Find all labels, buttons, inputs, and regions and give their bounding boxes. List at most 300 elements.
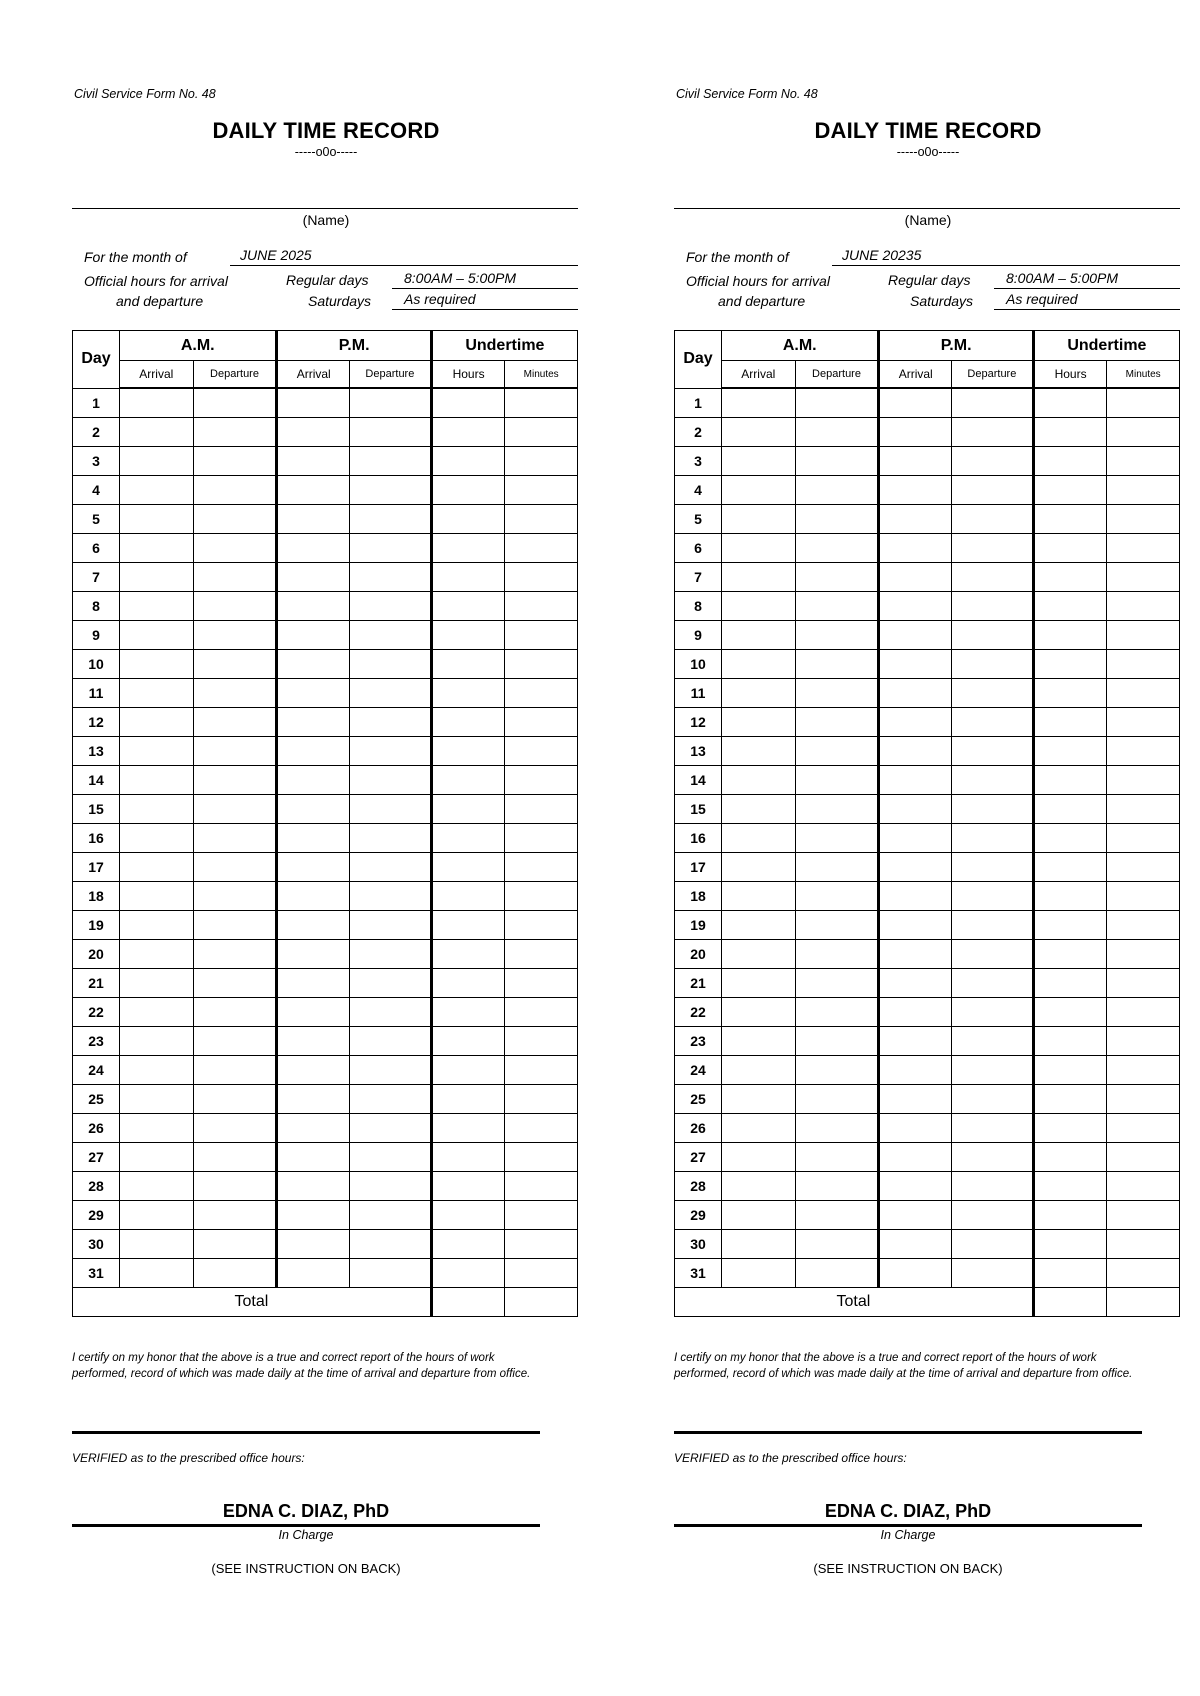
undertime-hours-cell[interactable]	[1033, 795, 1107, 824]
undertime-minutes-cell[interactable]	[1107, 882, 1180, 911]
am-departure-cell[interactable]	[795, 795, 879, 824]
undertime-hours-cell[interactable]	[431, 708, 505, 737]
undertime-hours-cell[interactable]	[431, 447, 505, 476]
am-departure-cell[interactable]	[795, 998, 879, 1027]
pm-departure-cell[interactable]	[350, 1201, 432, 1230]
am-departure-cell[interactable]	[193, 1085, 277, 1114]
undertime-minutes-cell[interactable]	[505, 650, 578, 679]
am-departure-cell[interactable]	[795, 882, 879, 911]
undertime-hours-cell[interactable]	[1033, 766, 1107, 795]
pm-departure-cell[interactable]	[952, 592, 1034, 621]
pm-arrival-cell[interactable]	[879, 650, 952, 679]
pm-departure-cell[interactable]	[350, 940, 432, 969]
undertime-minutes-cell[interactable]	[505, 1230, 578, 1259]
undertime-hours-cell[interactable]	[431, 1172, 505, 1201]
pm-arrival-cell[interactable]	[277, 1259, 350, 1288]
undertime-minutes-cell[interactable]	[505, 418, 578, 447]
pm-arrival-cell[interactable]	[277, 969, 350, 998]
am-departure-cell[interactable]	[193, 563, 277, 592]
undertime-minutes-cell[interactable]	[505, 505, 578, 534]
am-departure-cell[interactable]	[795, 1259, 879, 1288]
undertime-minutes-cell[interactable]	[1107, 969, 1180, 998]
employee-signature-line[interactable]	[72, 1431, 540, 1434]
am-arrival-cell[interactable]	[722, 621, 796, 650]
undertime-hours-cell[interactable]	[1033, 447, 1107, 476]
pm-arrival-cell[interactable]	[277, 824, 350, 853]
am-departure-cell[interactable]	[193, 1201, 277, 1230]
pm-arrival-cell[interactable]	[277, 650, 350, 679]
pm-departure-cell[interactable]	[952, 708, 1034, 737]
am-arrival-cell[interactable]	[120, 853, 194, 882]
pm-departure-cell[interactable]	[350, 998, 432, 1027]
undertime-hours-cell[interactable]	[1033, 534, 1107, 563]
undertime-minutes-cell[interactable]	[1107, 824, 1180, 853]
am-arrival-cell[interactable]	[120, 737, 194, 766]
pm-arrival-cell[interactable]	[879, 563, 952, 592]
undertime-minutes-cell[interactable]	[1107, 1085, 1180, 1114]
am-arrival-cell[interactable]	[722, 940, 796, 969]
undertime-minutes-cell[interactable]	[1107, 853, 1180, 882]
am-arrival-cell[interactable]	[120, 1172, 194, 1201]
pm-arrival-cell[interactable]	[277, 1230, 350, 1259]
pm-arrival-cell[interactable]	[277, 447, 350, 476]
undertime-hours-cell[interactable]	[1033, 1201, 1107, 1230]
am-arrival-cell[interactable]	[722, 795, 796, 824]
am-departure-cell[interactable]	[795, 505, 879, 534]
pm-arrival-cell[interactable]	[879, 911, 952, 940]
month-field[interactable]: JUNE 20235	[832, 247, 1180, 266]
undertime-minutes-cell[interactable]	[505, 1056, 578, 1085]
undertime-minutes-cell[interactable]	[1107, 708, 1180, 737]
undertime-minutes-cell[interactable]	[1107, 1172, 1180, 1201]
regular-days-field[interactable]: 8:00AM – 5:00PM	[392, 270, 578, 289]
undertime-minutes-cell[interactable]	[505, 592, 578, 621]
undertime-hours-cell[interactable]	[1033, 737, 1107, 766]
pm-arrival-cell[interactable]	[277, 708, 350, 737]
pm-arrival-cell[interactable]	[277, 418, 350, 447]
pm-departure-cell[interactable]	[350, 766, 432, 795]
am-departure-cell[interactable]	[193, 1027, 277, 1056]
am-arrival-cell[interactable]	[120, 911, 194, 940]
name-field-line[interactable]	[72, 208, 578, 209]
undertime-minutes-cell[interactable]	[505, 476, 578, 505]
pm-departure-cell[interactable]	[350, 563, 432, 592]
pm-departure-cell[interactable]	[350, 737, 432, 766]
undertime-minutes-cell[interactable]	[1107, 940, 1180, 969]
pm-arrival-cell[interactable]	[879, 708, 952, 737]
pm-departure-cell[interactable]	[952, 1114, 1034, 1143]
am-departure-cell[interactable]	[193, 1114, 277, 1143]
am-arrival-cell[interactable]	[120, 1056, 194, 1085]
am-arrival-cell[interactable]	[120, 882, 194, 911]
am-arrival-cell[interactable]	[722, 882, 796, 911]
undertime-hours-cell[interactable]	[1033, 1172, 1107, 1201]
pm-arrival-cell[interactable]	[879, 534, 952, 563]
pm-arrival-cell[interactable]	[879, 592, 952, 621]
undertime-hours-cell[interactable]	[431, 388, 505, 418]
pm-departure-cell[interactable]	[350, 650, 432, 679]
am-arrival-cell[interactable]	[722, 534, 796, 563]
undertime-hours-cell[interactable]	[431, 1027, 505, 1056]
pm-arrival-cell[interactable]	[277, 1201, 350, 1230]
am-departure-cell[interactable]	[193, 708, 277, 737]
am-arrival-cell[interactable]	[722, 1085, 796, 1114]
pm-arrival-cell[interactable]	[879, 824, 952, 853]
undertime-hours-cell[interactable]	[1033, 940, 1107, 969]
undertime-hours-cell[interactable]	[1033, 969, 1107, 998]
am-departure-cell[interactable]	[795, 708, 879, 737]
undertime-hours-cell[interactable]	[1033, 418, 1107, 447]
undertime-minutes-cell[interactable]	[1107, 447, 1180, 476]
am-departure-cell[interactable]	[193, 911, 277, 940]
employee-signature-line[interactable]	[674, 1431, 1142, 1434]
undertime-hours-cell[interactable]	[431, 1085, 505, 1114]
pm-departure-cell[interactable]	[952, 476, 1034, 505]
undertime-minutes-cell[interactable]	[1107, 679, 1180, 708]
undertime-minutes-cell[interactable]	[505, 388, 578, 418]
pm-departure-cell[interactable]	[952, 1230, 1034, 1259]
am-arrival-cell[interactable]	[722, 1172, 796, 1201]
pm-arrival-cell[interactable]	[277, 940, 350, 969]
total-minutes-cell[interactable]	[505, 1288, 578, 1317]
undertime-minutes-cell[interactable]	[1107, 737, 1180, 766]
pm-arrival-cell[interactable]	[879, 853, 952, 882]
undertime-hours-cell[interactable]	[1033, 621, 1107, 650]
undertime-hours-cell[interactable]	[1033, 476, 1107, 505]
regular-days-field[interactable]: 8:00AM – 5:00PM	[994, 270, 1180, 289]
month-field[interactable]: JUNE 2025	[230, 247, 578, 266]
pm-departure-cell[interactable]	[350, 1056, 432, 1085]
am-arrival-cell[interactable]	[722, 418, 796, 447]
am-arrival-cell[interactable]	[722, 476, 796, 505]
pm-departure-cell[interactable]	[350, 621, 432, 650]
am-arrival-cell[interactable]	[722, 1027, 796, 1056]
pm-departure-cell[interactable]	[350, 911, 432, 940]
pm-departure-cell[interactable]	[952, 1259, 1034, 1288]
undertime-hours-cell[interactable]	[431, 969, 505, 998]
pm-arrival-cell[interactable]	[879, 621, 952, 650]
undertime-minutes-cell[interactable]	[1107, 592, 1180, 621]
am-arrival-cell[interactable]	[120, 476, 194, 505]
undertime-minutes-cell[interactable]	[1107, 1230, 1180, 1259]
am-arrival-cell[interactable]	[722, 650, 796, 679]
undertime-hours-cell[interactable]	[431, 1143, 505, 1172]
pm-arrival-cell[interactable]	[277, 795, 350, 824]
undertime-minutes-cell[interactable]	[1107, 505, 1180, 534]
am-arrival-cell[interactable]	[120, 534, 194, 563]
in-charge-signature-line[interactable]	[72, 1524, 540, 1527]
pm-arrival-cell[interactable]	[879, 998, 952, 1027]
pm-departure-cell[interactable]	[350, 476, 432, 505]
undertime-minutes-cell[interactable]	[505, 679, 578, 708]
am-arrival-cell[interactable]	[120, 1114, 194, 1143]
in-charge-signature-line[interactable]	[674, 1524, 1142, 1527]
undertime-minutes-cell[interactable]	[505, 447, 578, 476]
undertime-hours-cell[interactable]	[1033, 824, 1107, 853]
pm-arrival-cell[interactable]	[879, 1259, 952, 1288]
pm-arrival-cell[interactable]	[277, 388, 350, 418]
undertime-hours-cell[interactable]	[1033, 650, 1107, 679]
pm-departure-cell[interactable]	[952, 650, 1034, 679]
undertime-minutes-cell[interactable]	[1107, 534, 1180, 563]
pm-departure-cell[interactable]	[952, 1056, 1034, 1085]
am-arrival-cell[interactable]	[120, 708, 194, 737]
pm-departure-cell[interactable]	[350, 592, 432, 621]
am-departure-cell[interactable]	[795, 1201, 879, 1230]
pm-departure-cell[interactable]	[952, 1085, 1034, 1114]
am-arrival-cell[interactable]	[120, 998, 194, 1027]
pm-departure-cell[interactable]	[350, 795, 432, 824]
am-departure-cell[interactable]	[193, 679, 277, 708]
am-departure-cell[interactable]	[795, 1085, 879, 1114]
am-departure-cell[interactable]	[193, 1259, 277, 1288]
pm-departure-cell[interactable]	[952, 882, 1034, 911]
am-departure-cell[interactable]	[193, 853, 277, 882]
am-departure-cell[interactable]	[193, 418, 277, 447]
undertime-minutes-cell[interactable]	[1107, 476, 1180, 505]
undertime-hours-cell[interactable]	[431, 650, 505, 679]
am-departure-cell[interactable]	[795, 621, 879, 650]
pm-arrival-cell[interactable]	[879, 679, 952, 708]
undertime-hours-cell[interactable]	[1033, 1259, 1107, 1288]
undertime-minutes-cell[interactable]	[505, 969, 578, 998]
am-departure-cell[interactable]	[795, 447, 879, 476]
am-arrival-cell[interactable]	[722, 708, 796, 737]
am-departure-cell[interactable]	[193, 505, 277, 534]
am-arrival-cell[interactable]	[722, 911, 796, 940]
pm-departure-cell[interactable]	[350, 824, 432, 853]
pm-arrival-cell[interactable]	[879, 418, 952, 447]
undertime-minutes-cell[interactable]	[1107, 911, 1180, 940]
undertime-hours-cell[interactable]	[1033, 505, 1107, 534]
am-arrival-cell[interactable]	[722, 853, 796, 882]
am-arrival-cell[interactable]	[722, 563, 796, 592]
undertime-minutes-cell[interactable]	[505, 1085, 578, 1114]
am-departure-cell[interactable]	[193, 737, 277, 766]
pm-arrival-cell[interactable]	[879, 1085, 952, 1114]
am-arrival-cell[interactable]	[722, 737, 796, 766]
pm-departure-cell[interactable]	[952, 795, 1034, 824]
undertime-minutes-cell[interactable]	[1107, 650, 1180, 679]
pm-departure-cell[interactable]	[350, 679, 432, 708]
pm-departure-cell[interactable]	[952, 911, 1034, 940]
pm-arrival-cell[interactable]	[879, 969, 952, 998]
undertime-minutes-cell[interactable]	[505, 737, 578, 766]
saturdays-field[interactable]: As required	[994, 291, 1180, 310]
undertime-hours-cell[interactable]	[431, 1114, 505, 1143]
pm-departure-cell[interactable]	[350, 853, 432, 882]
undertime-minutes-cell[interactable]	[505, 940, 578, 969]
undertime-hours-cell[interactable]	[431, 621, 505, 650]
undertime-hours-cell[interactable]	[431, 766, 505, 795]
undertime-minutes-cell[interactable]	[505, 708, 578, 737]
am-arrival-cell[interactable]	[120, 1085, 194, 1114]
undertime-minutes-cell[interactable]	[1107, 1027, 1180, 1056]
undertime-hours-cell[interactable]	[1033, 853, 1107, 882]
am-arrival-cell[interactable]	[120, 592, 194, 621]
undertime-hours-cell[interactable]	[431, 505, 505, 534]
am-arrival-cell[interactable]	[722, 1230, 796, 1259]
undertime-minutes-cell[interactable]	[505, 911, 578, 940]
pm-departure-cell[interactable]	[350, 1259, 432, 1288]
pm-departure-cell[interactable]	[350, 1027, 432, 1056]
undertime-minutes-cell[interactable]	[1107, 1114, 1180, 1143]
undertime-minutes-cell[interactable]	[1107, 998, 1180, 1027]
pm-arrival-cell[interactable]	[879, 505, 952, 534]
pm-arrival-cell[interactable]	[277, 1027, 350, 1056]
am-arrival-cell[interactable]	[120, 418, 194, 447]
undertime-minutes-cell[interactable]	[505, 563, 578, 592]
undertime-minutes-cell[interactable]	[1107, 1056, 1180, 1085]
pm-departure-cell[interactable]	[952, 505, 1034, 534]
total-minutes-cell[interactable]	[1107, 1288, 1180, 1317]
am-departure-cell[interactable]	[193, 650, 277, 679]
am-departure-cell[interactable]	[193, 1143, 277, 1172]
undertime-minutes-cell[interactable]	[505, 1201, 578, 1230]
am-arrival-cell[interactable]	[120, 940, 194, 969]
undertime-hours-cell[interactable]	[1033, 1027, 1107, 1056]
undertime-hours-cell[interactable]	[1033, 388, 1107, 418]
am-departure-cell[interactable]	[795, 766, 879, 795]
pm-arrival-cell[interactable]	[277, 911, 350, 940]
pm-arrival-cell[interactable]	[277, 679, 350, 708]
pm-arrival-cell[interactable]	[277, 737, 350, 766]
am-departure-cell[interactable]	[193, 476, 277, 505]
pm-departure-cell[interactable]	[952, 563, 1034, 592]
am-arrival-cell[interactable]	[120, 563, 194, 592]
pm-departure-cell[interactable]	[350, 882, 432, 911]
am-departure-cell[interactable]	[193, 795, 277, 824]
am-departure-cell[interactable]	[193, 969, 277, 998]
am-departure-cell[interactable]	[795, 592, 879, 621]
pm-departure-cell[interactable]	[350, 388, 432, 418]
undertime-hours-cell[interactable]	[431, 563, 505, 592]
undertime-hours-cell[interactable]	[431, 534, 505, 563]
pm-departure-cell[interactable]	[350, 1085, 432, 1114]
am-departure-cell[interactable]	[795, 1114, 879, 1143]
pm-arrival-cell[interactable]	[879, 1027, 952, 1056]
am-departure-cell[interactable]	[795, 650, 879, 679]
pm-arrival-cell[interactable]	[277, 998, 350, 1027]
pm-arrival-cell[interactable]	[277, 1056, 350, 1085]
saturdays-field[interactable]: As required	[392, 291, 578, 310]
undertime-hours-cell[interactable]	[431, 418, 505, 447]
am-departure-cell[interactable]	[193, 1056, 277, 1085]
pm-arrival-cell[interactable]	[277, 621, 350, 650]
am-arrival-cell[interactable]	[120, 1259, 194, 1288]
undertime-hours-cell[interactable]	[431, 679, 505, 708]
undertime-minutes-cell[interactable]	[1107, 418, 1180, 447]
am-departure-cell[interactable]	[193, 388, 277, 418]
pm-departure-cell[interactable]	[952, 447, 1034, 476]
undertime-minutes-cell[interactable]	[1107, 388, 1180, 418]
pm-departure-cell[interactable]	[350, 1230, 432, 1259]
pm-departure-cell[interactable]	[952, 737, 1034, 766]
undertime-minutes-cell[interactable]	[1107, 1259, 1180, 1288]
undertime-hours-cell[interactable]	[1033, 563, 1107, 592]
undertime-hours-cell[interactable]	[1033, 592, 1107, 621]
am-departure-cell[interactable]	[193, 824, 277, 853]
am-departure-cell[interactable]	[193, 940, 277, 969]
am-arrival-cell[interactable]	[722, 1259, 796, 1288]
pm-departure-cell[interactable]	[350, 505, 432, 534]
pm-arrival-cell[interactable]	[277, 563, 350, 592]
total-hours-cell[interactable]	[1033, 1288, 1107, 1317]
pm-departure-cell[interactable]	[952, 766, 1034, 795]
pm-departure-cell[interactable]	[350, 969, 432, 998]
pm-departure-cell[interactable]	[350, 1114, 432, 1143]
undertime-hours-cell[interactable]	[431, 1259, 505, 1288]
am-arrival-cell[interactable]	[722, 1143, 796, 1172]
am-arrival-cell[interactable]	[120, 795, 194, 824]
undertime-hours-cell[interactable]	[431, 592, 505, 621]
am-departure-cell[interactable]	[795, 563, 879, 592]
total-hours-cell[interactable]	[431, 1288, 505, 1317]
pm-departure-cell[interactable]	[952, 621, 1034, 650]
pm-departure-cell[interactable]	[952, 418, 1034, 447]
pm-arrival-cell[interactable]	[277, 1085, 350, 1114]
undertime-minutes-cell[interactable]	[505, 534, 578, 563]
pm-departure-cell[interactable]	[350, 447, 432, 476]
undertime-hours-cell[interactable]	[431, 882, 505, 911]
pm-arrival-cell[interactable]	[277, 592, 350, 621]
pm-departure-cell[interactable]	[952, 534, 1034, 563]
pm-arrival-cell[interactable]	[879, 1230, 952, 1259]
am-arrival-cell[interactable]	[120, 766, 194, 795]
undertime-minutes-cell[interactable]	[505, 853, 578, 882]
pm-departure-cell[interactable]	[952, 998, 1034, 1027]
am-arrival-cell[interactable]	[722, 1114, 796, 1143]
pm-departure-cell[interactable]	[952, 940, 1034, 969]
undertime-hours-cell[interactable]	[431, 911, 505, 940]
am-departure-cell[interactable]	[795, 1027, 879, 1056]
undertime-hours-cell[interactable]	[1033, 1114, 1107, 1143]
am-departure-cell[interactable]	[795, 824, 879, 853]
pm-arrival-cell[interactable]	[879, 476, 952, 505]
pm-departure-cell[interactable]	[952, 824, 1034, 853]
am-departure-cell[interactable]	[795, 737, 879, 766]
undertime-hours-cell[interactable]	[1033, 679, 1107, 708]
undertime-hours-cell[interactable]	[431, 1201, 505, 1230]
undertime-hours-cell[interactable]	[1033, 1143, 1107, 1172]
am-arrival-cell[interactable]	[120, 505, 194, 534]
pm-arrival-cell[interactable]	[277, 766, 350, 795]
pm-arrival-cell[interactable]	[879, 940, 952, 969]
undertime-minutes-cell[interactable]	[1107, 563, 1180, 592]
undertime-minutes-cell[interactable]	[1107, 795, 1180, 824]
am-departure-cell[interactable]	[795, 853, 879, 882]
am-departure-cell[interactable]	[795, 418, 879, 447]
pm-arrival-cell[interactable]	[879, 447, 952, 476]
pm-arrival-cell[interactable]	[277, 1172, 350, 1201]
pm-arrival-cell[interactable]	[879, 1172, 952, 1201]
undertime-minutes-cell[interactable]	[505, 1172, 578, 1201]
am-arrival-cell[interactable]	[120, 650, 194, 679]
am-arrival-cell[interactable]	[722, 824, 796, 853]
pm-departure-cell[interactable]	[350, 534, 432, 563]
pm-departure-cell[interactable]	[952, 1172, 1034, 1201]
pm-arrival-cell[interactable]	[879, 766, 952, 795]
undertime-hours-cell[interactable]	[431, 795, 505, 824]
am-arrival-cell[interactable]	[722, 388, 796, 418]
undertime-minutes-cell[interactable]	[505, 1143, 578, 1172]
undertime-hours-cell[interactable]	[431, 853, 505, 882]
am-departure-cell[interactable]	[795, 1143, 879, 1172]
pm-arrival-cell[interactable]	[879, 882, 952, 911]
am-departure-cell[interactable]	[795, 969, 879, 998]
am-arrival-cell[interactable]	[120, 969, 194, 998]
pm-departure-cell[interactable]	[952, 969, 1034, 998]
